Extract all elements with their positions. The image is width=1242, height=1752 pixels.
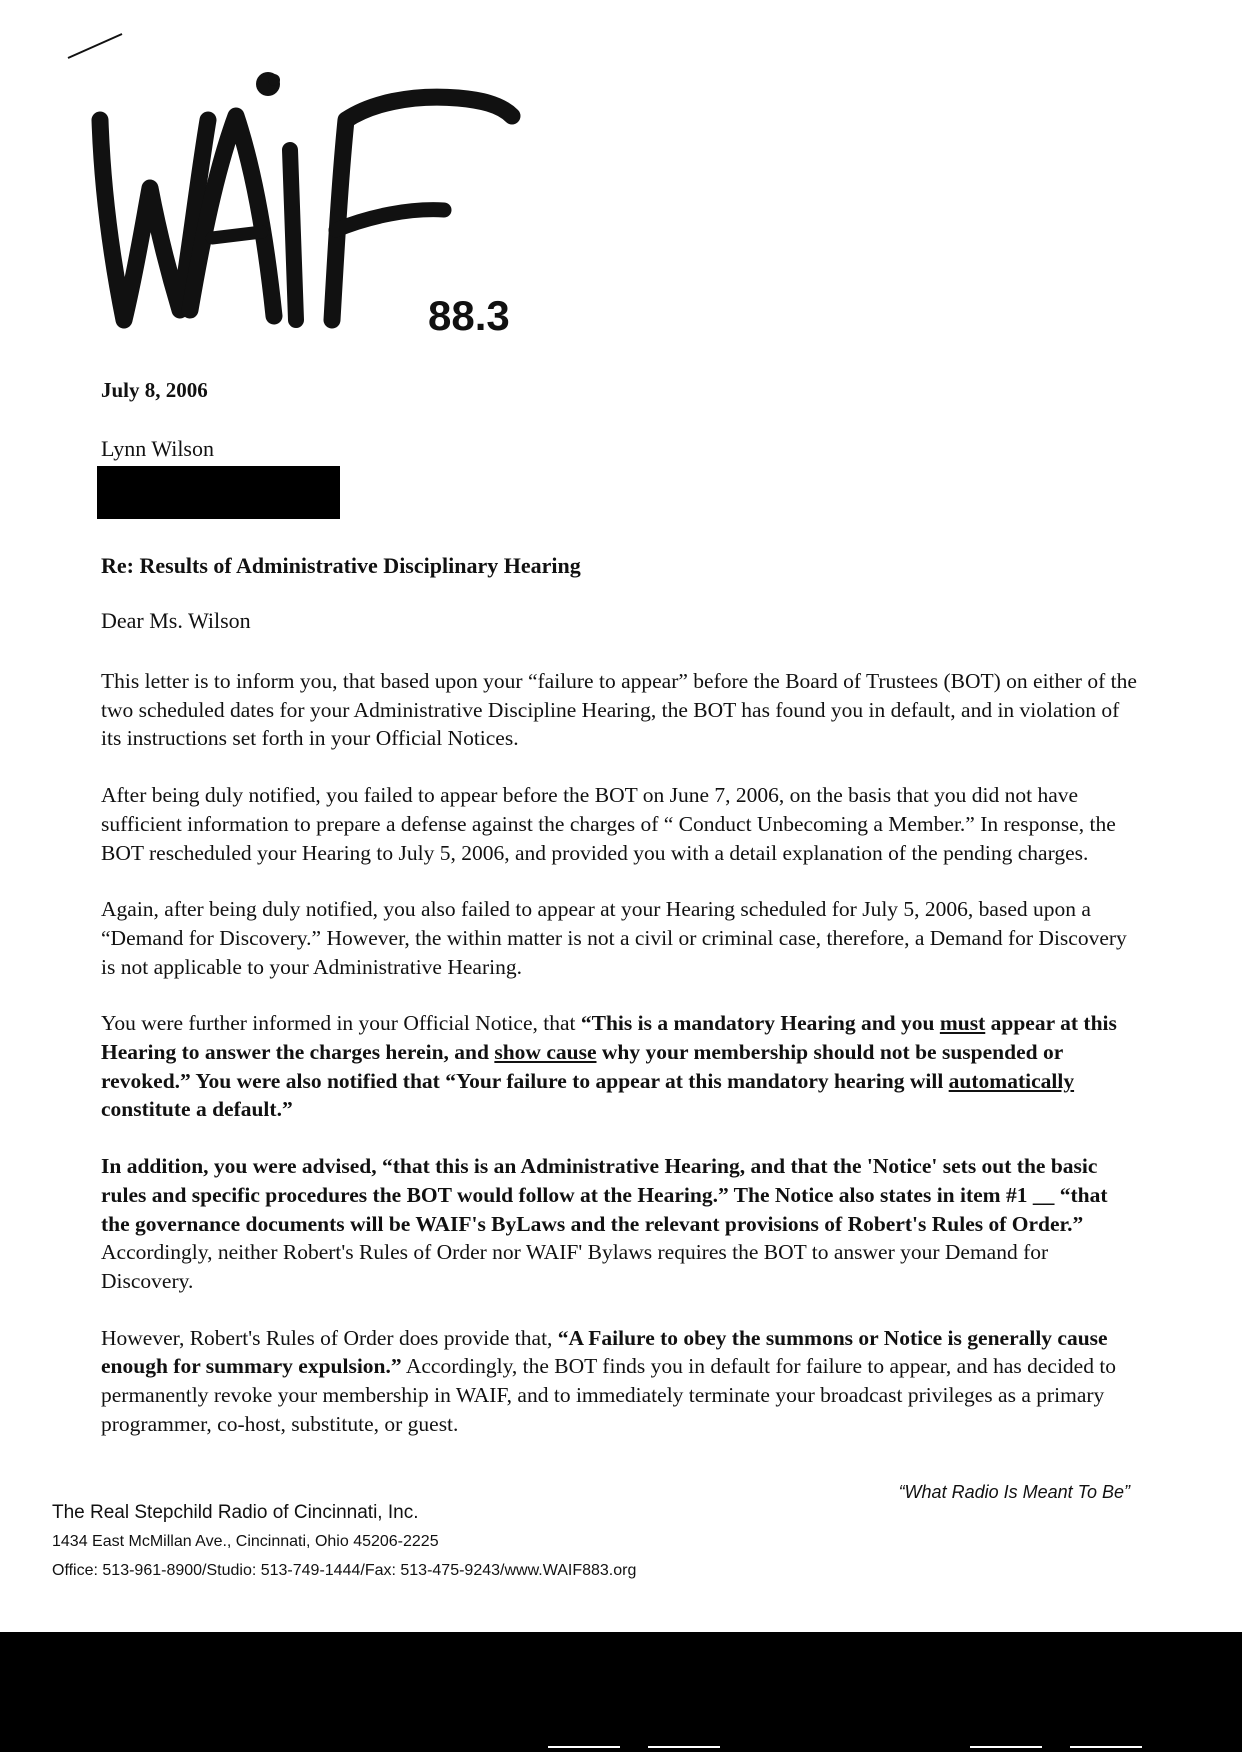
quote-answer-charges: appear at this Hearing to answer the charges herein, and bbox=[101, 1011, 1117, 1065]
letter-date: July 8, 2006 bbox=[101, 378, 208, 402]
quote-membership-revoked: why your membership should not be suspended or revoked.” You were also notified that “Your failure to appear at this mandatory hearing will bbox=[101, 1040, 1063, 1093]
paragraph-5 bbox=[101, 1152, 1141, 1296]
paragraph-1: This letter is to inform you, that based upon your “failure to appear” before the Board of Trustees (BOT) on either of the two scheduled dates for your Administrative Discipline Hearing, the BOT has found you in default, and in violation of its instructions set forth in your Official Notices. bbox=[101, 669, 1137, 751]
quote-mandatory-hearing: “This is a mandatory Hearing and you bbox=[580, 1011, 940, 1036]
paragraph-2: After being duly notified, you failed to appear before the BOT on June 7, 2006, on the basis that you did not have sufficient information to prepare a defense against the charges of “ Conduct Unbecoming a Member.” In response, the BOT rescheduled your Hearing to July 5, 2006, and provided you with a detail explanation of the pending charges. bbox=[101, 783, 1116, 865]
paragraph-6 bbox=[101, 1324, 1141, 1439]
paragraph-6-decision: Accordingly, the BOT finds you in default for failure to appear, and has decided to permanently revoke your membership in WAIF, and to immediately terminate your broadcast privileges as a primary programmer, co-host, substitute, or guest. bbox=[101, 1354, 1117, 1436]
paragraph-3: Again, after being duly notified, you also failed to appear at your Hearing scheduled for July 5, 2006, based upon a “Demand for Discovery.” However, the within matter is not a civil or criminal case, therefore, a Demand for Discovery is not applicable to your Administrative Hearing. bbox=[101, 897, 1127, 979]
scan-artifact bbox=[648, 1746, 720, 1748]
waif-logo bbox=[40, 20, 560, 360]
paragraph-5-regular: Accordingly, neither Robert's Rules of Order nor WAIF' Bylaws requires the BOT to answer your Demand for Discovery. bbox=[101, 1240, 1049, 1293]
paragraph-6-intro: However, Robert's Rules of Order does provide that, bbox=[101, 1325, 558, 1350]
recipient-name: Lynn Wilson bbox=[101, 436, 214, 461]
scan-artifact bbox=[548, 1746, 620, 1748]
paragraph-5-bold: In addition, you were advised, “that this is an Administrative Hearing, and that the 'Notice' sets out the basic rules and specific procedures the BOT would follow at the Hearing.” The Notice also states in item #1 __ “that the governance documents will be WAIF's ByLaws and the relevant provisions of Robert's Rules of Order.” bbox=[101, 1154, 1108, 1236]
scan-artifact bbox=[1070, 1746, 1142, 1748]
footer-address: 1434 East McMillan Ave., Cincinnati, Ohio 45206-2225 bbox=[52, 1533, 439, 1550]
footer-contact: Office: 513-961-8900/Studio: 513-749-1444/Fax: 513-475-9243/www.WAIF883.org bbox=[52, 1562, 637, 1579]
letter-body bbox=[101, 667, 1141, 1466]
emphasis-show-cause: show cause bbox=[494, 1040, 597, 1065]
letter-salutation: Dear Ms. Wilson bbox=[101, 608, 251, 633]
scan-artifact bbox=[970, 1746, 1042, 1748]
scan-bottom-border bbox=[0, 1632, 1242, 1752]
emphasis-must: must bbox=[939, 1011, 986, 1036]
emphasis-automatically: automatically bbox=[948, 1068, 1075, 1093]
paragraph-4-intro: You were further informed in your Official Notice, that bbox=[101, 1011, 581, 1036]
letter-subject: Re: Results of Administrative Disciplinary Hearing bbox=[101, 553, 581, 578]
redacted-address-block bbox=[97, 466, 340, 519]
station-tagline: “What Radio Is Meant To Be” bbox=[898, 1482, 1130, 1502]
letterhead-footer bbox=[52, 1498, 636, 1585]
paragraph-4 bbox=[101, 1009, 1141, 1124]
logo-frequency: 88.3 bbox=[428, 292, 510, 339]
footer-org-name: The Real Stepchild Radio of Cincinnati, Inc. bbox=[52, 1502, 419, 1523]
quote-summary-expulsion: “A Failure to obey the summons or Notice is generally cause enough for summary expulsion.” bbox=[101, 1325, 1108, 1379]
quote-default: constitute a default.” bbox=[101, 1097, 293, 1122]
